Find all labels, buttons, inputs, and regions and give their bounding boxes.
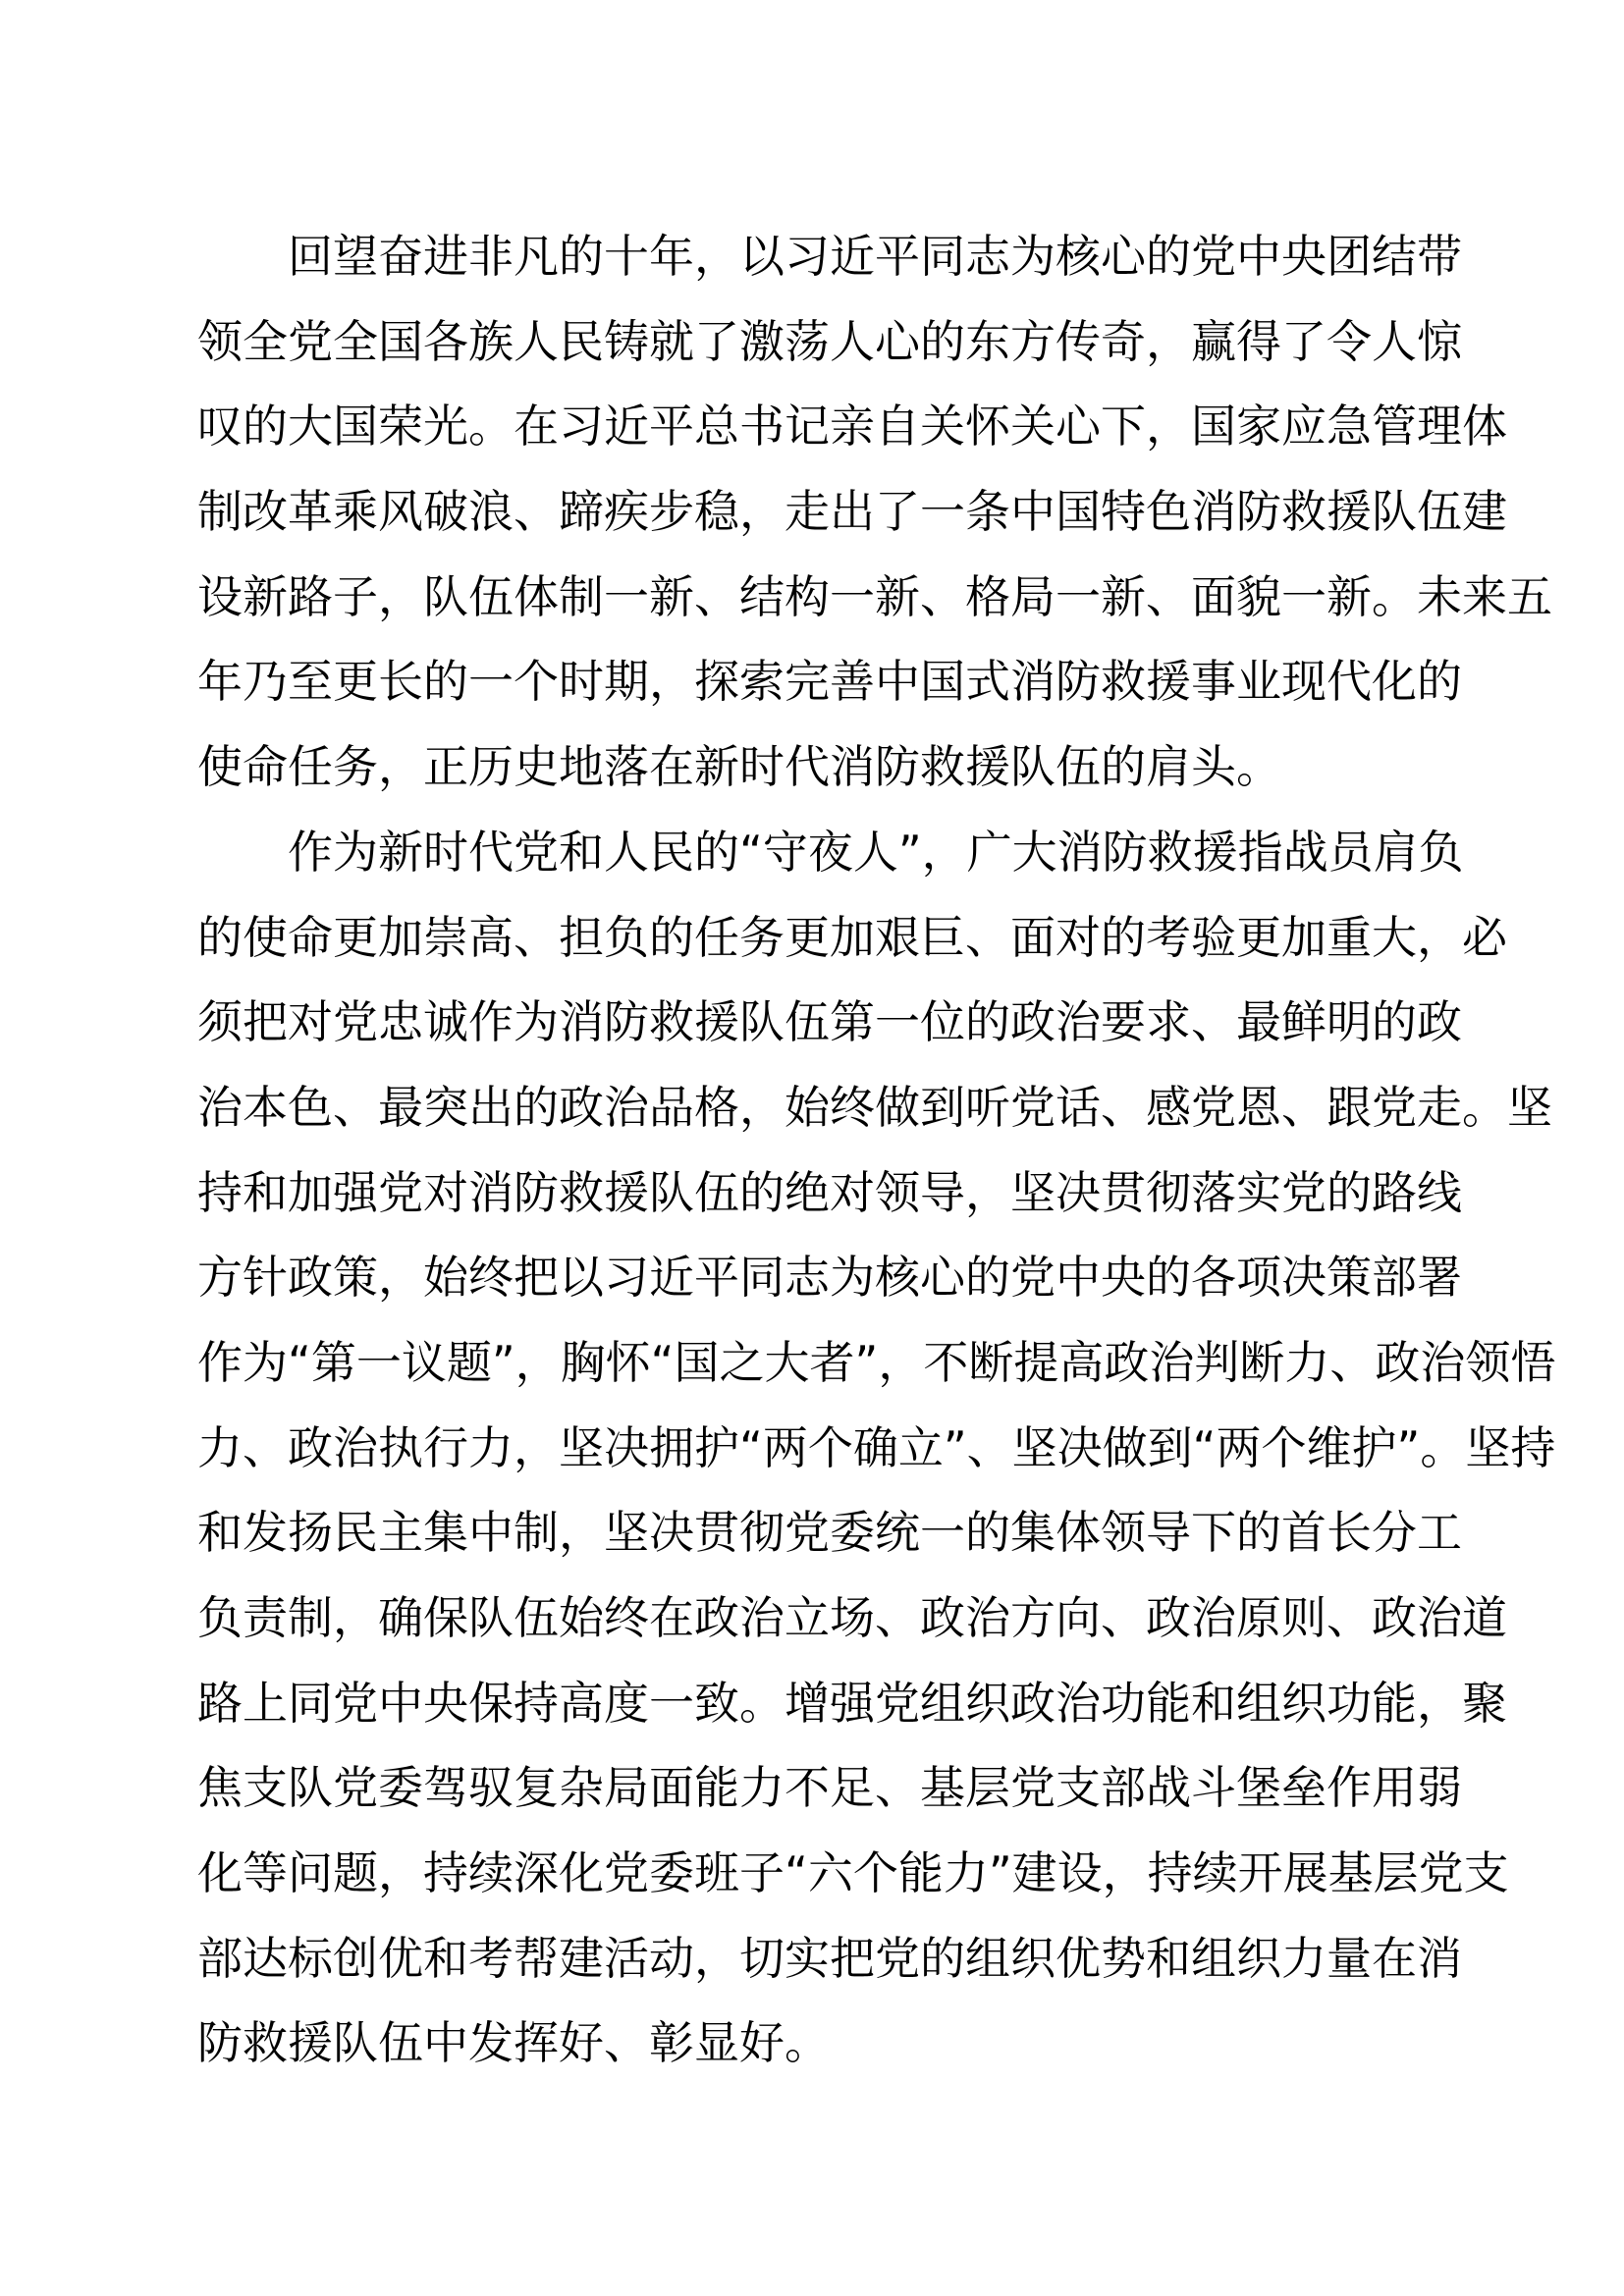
paragraph-line: 和发扬民主集中制，坚决贯彻党委统一的集体领导下的首长分工 [197,1506,1462,1560]
paragraph-line: 须把对党忠诚作为消防救援队伍第一位的政治要求、最鲜明的政 [197,995,1462,1049]
paragraph-line: 方针政策，始终把以习近平同志为核心的党中央的各项决策部署 [197,1251,1462,1305]
document-body [197,222,1556,2094]
paragraph-line: 化等问题，持续深化党委班子“六个能力”建设，持续开展基层党支 [197,1846,1509,1900]
paragraph-line: 负责制，确保队伍始终在政治立场、政治方向、政治原则、政治道 [197,1591,1507,1644]
paragraph-line: 使命任务，正历史地落在新时代消防救援队伍的肩头。 [197,740,1281,794]
paragraph-2 [197,818,1556,2094]
paragraph-line: 作为新时代党和人民的“守夜人”，广大消防救援指战员肩负 [288,825,1464,879]
paragraph-line: 持和加强党对消防救援队伍的绝对领导，坚决贯彻落实党的路线 [197,1165,1462,1219]
paragraph-line: 力、政治执行力，坚决拥护“两个确立”、坚决做到“两个维护”。坚持 [197,1420,1556,1474]
paragraph-line: 部达标创优和考帮建活动，切实把党的组织优势和组织力量在消 [197,1931,1462,1985]
paragraph-line: 叹的大国荣光。在习近平总书记亲自关怀关心下，国家应急管理体 [197,400,1507,454]
paragraph-1 [197,222,1552,818]
paragraph-line: 治本色、最突出的政治品格，始终做到听党话、感党恩、跟党走。坚 [197,1080,1552,1134]
paragraph-line: 焦支队党委驾驭复杂局面能力不足、基层党支部战斗堡垒作用弱 [197,1761,1462,1815]
paragraph-line: 路上同党中央保持高度一致。增强党组织政治功能和组织功能，聚 [197,1676,1507,1730]
paragraph-line: 作为“第一议题”，胸怀“国之大者”，不断提高政治判断力、政治领悟 [197,1335,1556,1389]
paragraph-line: 制改革乘风破浪、蹄疾步稳，走出了一条中国特色消防救援队伍建 [197,485,1507,539]
paragraph-line: 回望奋进非凡的十年，以习近平同志为核心的党中央团结带 [288,230,1462,283]
paragraph-line: 设新路子，队伍体制一新、结构一新、格局一新、面貌一新。未来五 [197,569,1552,623]
paragraph-line: 年乃至更长的一个时期，探索完善中国式消防救援事业现代化的 [197,655,1462,709]
paragraph-line: 领全党全国各族人民铸就了激荡人心的东方传奇，赢得了令人惊 [197,314,1462,368]
paragraph-line: 的使命更加崇高、担负的任务更加艰巨、面对的考验更加重大，必 [197,910,1507,964]
paragraph-line: 防救援队伍中发挥好、彰显好。 [197,2016,830,2070]
